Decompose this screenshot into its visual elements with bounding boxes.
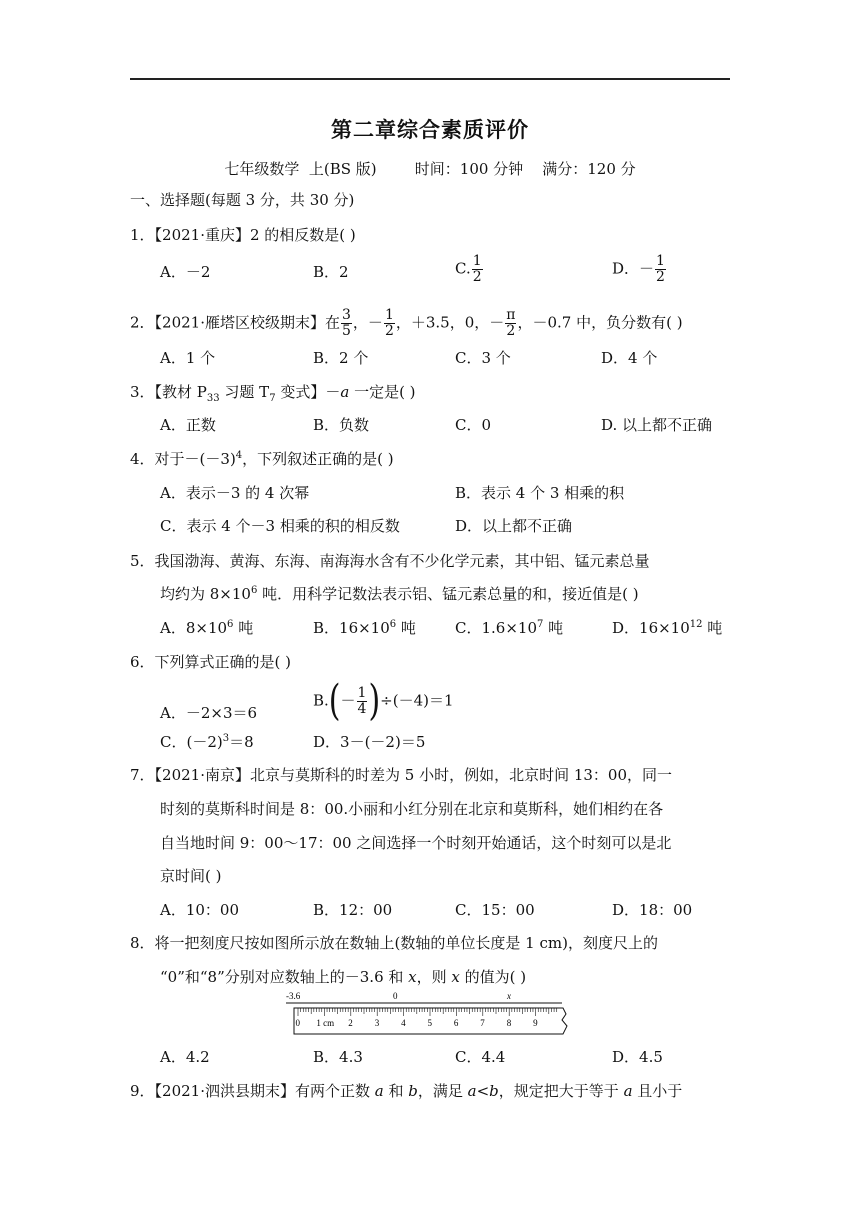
- ruler-figure: [280, 990, 580, 1040]
- q3-option-a: A．正数: [160, 416, 216, 434]
- q9-stem: 9．【2021·泗洪县期末】有两个正数 a 和 b，满足 a<b，规定把大于等于 a 且小于: [130, 1082, 683, 1100]
- q1-option-a: A．－2: [160, 263, 211, 281]
- axis-label-x: x: [507, 991, 511, 1001]
- q8-option-b: B．4.3: [313, 1048, 363, 1066]
- q5-option-b: B．$16\times 10^6$ 吨: [313, 619, 416, 637]
- q3-stem: 3．【教材 $P_{33}$ 习题 $T_7$ 变式】－a 一定是( ): [130, 383, 416, 404]
- q4-option-b: B．表示 4 个 3 相乘的积: [455, 484, 625, 502]
- q3-option-d: D. 以上都不正确: [601, 416, 713, 434]
- q5-option-d: D．$16\times 10^{12}$ 吨: [612, 619, 723, 637]
- q4-stem: 4．对于$-(-3)^4$，下列叙述正确的是( ): [130, 450, 394, 468]
- q1-stem: 1．【2021·重庆】2 的相反数是( ): [130, 226, 356, 244]
- axis-label-zero: 0: [393, 991, 398, 1001]
- ruler-label: 1 cm: [316, 1018, 335, 1028]
- q2-option-a: A．1 个: [160, 349, 216, 367]
- q6-option-c: C．$(-2)^3=8$: [160, 733, 254, 751]
- q8-option-d: D．4.5: [612, 1048, 663, 1066]
- q5-stem-line1: 5．我国渤海、黄海、东海、南海海水含有不少化学元素，其中铝、锰元素总量: [130, 552, 650, 570]
- section-heading: 一、选择题(每题 3 分，共 30 分): [130, 191, 355, 209]
- q6-option-d: D．3－(－2)＝5: [313, 733, 426, 751]
- top-rule: [130, 78, 730, 80]
- q4-option-c: C．表示 4 个－3 相乘的积的相反数: [160, 517, 400, 535]
- ruler-label: 9: [533, 1018, 538, 1028]
- q7-stem-line2: 时刻的莫斯科时间是 8：00.小丽和小红分别在北京和莫斯科，她们相约在各: [160, 800, 664, 818]
- q2-option-d: D．4 个: [601, 349, 658, 367]
- q8-option-c: C．4.4: [455, 1048, 506, 1066]
- ruler-label: 3: [374, 1018, 380, 1028]
- ruler-label: 5: [427, 1018, 432, 1028]
- q3-option-b: B．负数: [313, 416, 370, 434]
- q7-option-b: B．12：00: [313, 901, 393, 919]
- q7-stem-line1: 7．【2021·南京】北京与莫斯科的时差为 5 小时，例如，北京时间 13：00，同一: [130, 766, 673, 784]
- q3-option-c: C．0: [455, 416, 492, 434]
- q2-stem: 2．【2021·雁塔区校级期末】在 $\frac{3}{5}$ ，－ $\frac{1}{2}$ ，＋3.5，0，－ $\frac{\pi}{2}$ ，－0.7 中，负分数有( ): [130, 307, 683, 339]
- ruler-label: 2: [348, 1018, 353, 1028]
- ruler-label: 8: [506, 1018, 512, 1028]
- q5-option-a: A．$8\times 10^6$ 吨: [160, 619, 254, 637]
- q7-option-a: A．10：00: [160, 901, 240, 919]
- q1-option-d: D．－ $\frac{1}{2}$: [612, 253, 665, 285]
- q7-stem-line4: 京时间( ): [160, 867, 222, 885]
- q4-option-d: D．以上都不正确: [455, 517, 573, 535]
- page-title: 第二章综合素质评价: [331, 118, 529, 142]
- q7-option-d: D．18：00: [612, 901, 693, 919]
- q8-stem-line2: “0”和“8”分别对应数轴上的－3.6 和 x，则 x 的值为( ): [160, 968, 527, 986]
- q7-option-c: C．15：00: [455, 901, 535, 919]
- q5-option-c: C．$1.6\times 10^7$ 吨: [455, 619, 564, 637]
- q8-stem-line1: 8．将一把刻度尺按如图所示放在数轴上(数轴的单位长度是 1 cm)，刻度尺上的: [130, 934, 658, 952]
- q8-option-a: A．4.2: [160, 1048, 210, 1066]
- ruler-label: 4: [401, 1018, 406, 1028]
- q6-option-b: B.(－ $\frac{1}{4}$ )÷(－4)＝1: [313, 676, 454, 726]
- q6-stem: 6．下列算式正确的是( ): [130, 653, 292, 671]
- q1-option-c: C. $\frac{1}{2}$: [455, 253, 482, 285]
- q2-option-b: B．2 个: [313, 349, 369, 367]
- q6-option-a: A．－2×3＝6: [160, 704, 258, 722]
- q4-option-a: A．表示－3 的 4 次幂: [160, 484, 310, 502]
- ruler-label: 0: [295, 1018, 300, 1028]
- ruler-on-number-line-diagram: [280, 990, 580, 1040]
- ruler-label: 7: [480, 1018, 485, 1028]
- axis-label-minus-3-6: -3.6: [286, 991, 301, 1001]
- q7-stem-line3: 自当地时间 9：00～17：00 之间选择一个时刻开始通话，这个时刻可以是北: [160, 834, 672, 852]
- q1-option-b: B．2: [313, 263, 349, 281]
- ruler-label: 6: [453, 1018, 459, 1028]
- exam-info: 七年级数学 上(BS 版) 时间：100 分钟 满分：120 分: [224, 160, 636, 178]
- q5-stem-line2: 均约为 $8\times 10^6$ 吨．用科学记数法表示铝、锰元素总量的和，接近值是( ): [160, 585, 639, 603]
- q2-option-c: C．3 个: [455, 349, 511, 367]
